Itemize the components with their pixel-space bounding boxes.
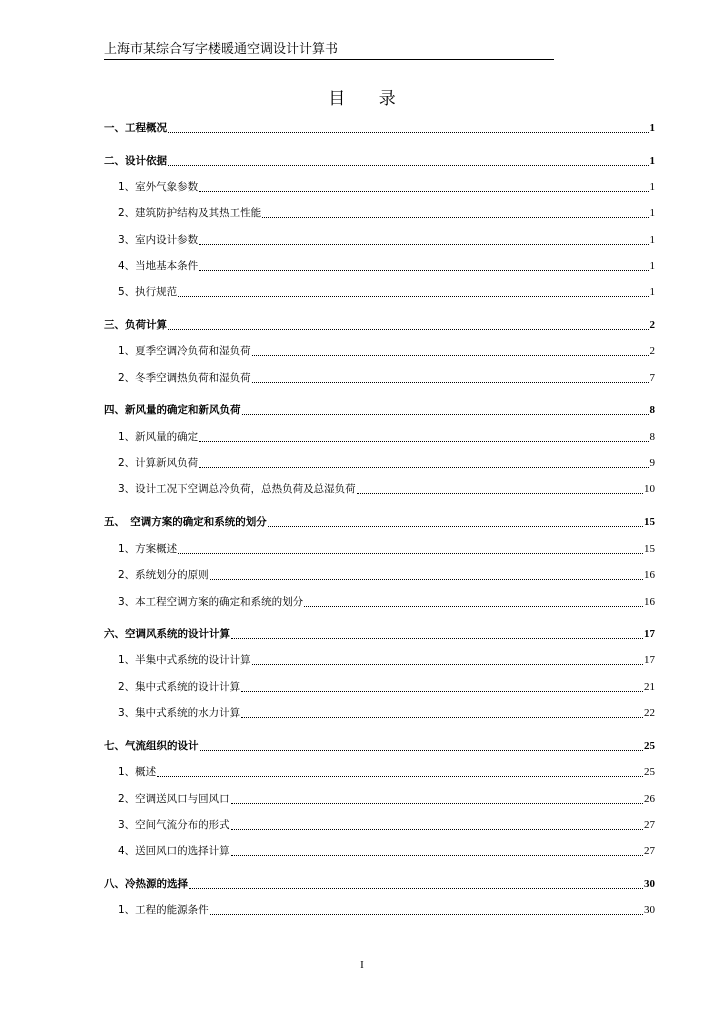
toc-entry-page: 16: [644, 596, 655, 608]
dot-leader: [199, 467, 648, 468]
dot-leader: [231, 638, 643, 639]
toc-subsection-entry[interactable]: [118, 764, 655, 780]
dot-leader: [231, 803, 643, 804]
toc-entry-label: 一、工程概况: [104, 122, 167, 134]
toc-subsection-entry[interactable]: [118, 567, 655, 583]
dot-leader: [241, 691, 643, 692]
toc-entry-label: 三、负荷计算: [104, 319, 167, 331]
dot-leader: [304, 606, 643, 607]
dot-leader: [210, 579, 643, 580]
toc-entry-label: 2、建筑防护结构及其热工性能: [118, 207, 262, 219]
dot-leader: [178, 296, 648, 297]
toc-subsection-entry[interactable]: [118, 902, 655, 918]
toc-entry-page: 26: [644, 793, 655, 805]
toc-entry-page: 15: [644, 543, 655, 555]
toc-section-entry[interactable]: [104, 402, 655, 418]
toc-entry-page: 17: [644, 654, 655, 666]
toc-entry-label: 1、夏季空调冷负荷和湿负荷: [118, 345, 251, 357]
toc-entry-label: 1、新风量的确定: [118, 431, 199, 443]
toc-entry-label: 二、设计依据: [104, 155, 167, 167]
toc-entry-label: 1、室外气象参数: [118, 181, 199, 193]
toc-entry-page: 15: [644, 516, 655, 528]
toc-subsection-entry[interactable]: [118, 481, 655, 497]
toc-subsection-entry[interactable]: [118, 284, 655, 300]
dot-leader: [200, 750, 644, 751]
dot-leader: [168, 165, 649, 166]
dot-leader: [357, 493, 643, 494]
dot-leader: [241, 717, 643, 718]
toc-subsection-entry[interactable]: [118, 843, 655, 859]
toc-entry-label: 六、空调风系统的设计计算: [104, 628, 230, 640]
toc-entry-label: 七、气流组织的设计: [104, 740, 199, 752]
page-header: 上海市某综合写字楼暖通空调设计计算书: [104, 42, 554, 60]
page-number: I: [360, 959, 364, 971]
dot-leader: [242, 414, 649, 415]
toc-entry-page: 22: [644, 707, 655, 719]
toc-entry-page: 7: [649, 372, 655, 384]
toc-section-entry[interactable]: [104, 120, 655, 136]
dot-leader: [210, 914, 643, 915]
toc-section-entry[interactable]: [104, 514, 655, 530]
toc-entry-label: 2、空调送风口与回风口: [118, 793, 230, 805]
toc-subsection-entry[interactable]: [118, 817, 655, 833]
toc-entry-label: 八、冷热源的选择: [104, 878, 188, 890]
toc-entry-label: 2、冬季空调热负荷和湿负荷: [118, 372, 251, 384]
toc-section-entry[interactable]: [104, 626, 655, 642]
toc-entry-label: 3、设计工况下空调总冷负荷，总热负荷及总湿负荷: [118, 483, 356, 495]
toc-subsection-entry[interactable]: [118, 258, 655, 274]
toc-subsection-entry[interactable]: [118, 455, 655, 471]
toc-entry-page: 27: [644, 819, 655, 831]
toc-entry-label: 4、当地基本条件: [118, 260, 199, 272]
toc-entry-page: 1: [649, 234, 655, 246]
dot-leader: [199, 191, 648, 192]
toc-section-entry[interactable]: [104, 876, 655, 892]
dot-leader: [199, 441, 648, 442]
toc-entry-page: 1: [649, 122, 655, 134]
dot-leader: [168, 329, 649, 330]
dot-leader: [252, 355, 649, 356]
toc-subsection-entry[interactable]: [118, 791, 655, 807]
toc-entry-page: 16: [644, 569, 655, 581]
toc-entry-page: 1: [649, 155, 655, 167]
toc-subsection-entry[interactable]: [118, 232, 655, 248]
toc-entry-label: 3、集中式系统的水力计算: [118, 707, 241, 719]
dot-leader: [231, 855, 643, 856]
toc-entry-page: 2: [649, 345, 655, 357]
toc-entry-page: 25: [644, 766, 655, 778]
dot-leader: [252, 382, 649, 383]
dot-leader: [168, 132, 649, 133]
toc-entry-page: 2: [649, 319, 655, 331]
toc-subsection-entry[interactable]: [118, 652, 655, 668]
toc-section-entry[interactable]: [104, 317, 655, 333]
toc-entry-label: 4、送回风口的选择计算: [118, 845, 230, 857]
toc-entry-label: 1、方案概述: [118, 543, 178, 555]
toc-entry-page: 8: [649, 431, 655, 443]
toc-entry-page: 25: [644, 740, 655, 752]
dot-leader: [199, 270, 648, 271]
toc-entry-page: 27: [644, 845, 655, 857]
toc-subsection-entry[interactable]: [118, 343, 655, 359]
toc-subsection-entry[interactable]: [118, 370, 655, 386]
toc-entry-label: 四、新风量的确定和新风负荷: [104, 404, 241, 416]
toc-subsection-entry[interactable]: [118, 679, 655, 695]
toc-section-entry[interactable]: [104, 153, 655, 169]
toc-title: 目 录: [328, 89, 410, 109]
toc-entry-page: 10: [644, 483, 655, 495]
toc-entry-label: 5、执行规范: [118, 286, 178, 298]
toc-entry-page: 1: [649, 207, 655, 219]
toc-entry-page: 17: [644, 628, 655, 640]
toc-entry-page: 30: [644, 904, 655, 916]
toc-entry-label: 3、室内设计参数: [118, 234, 199, 246]
toc-subsection-entry[interactable]: [118, 429, 655, 445]
toc-subsection-entry[interactable]: [118, 179, 655, 195]
dot-leader: [178, 553, 643, 554]
dot-leader: [262, 217, 648, 218]
dot-leader: [268, 526, 643, 527]
toc-entry-label: 3、空间气流分布的形式: [118, 819, 230, 831]
toc-subsection-entry[interactable]: [118, 594, 655, 610]
dot-leader: [157, 776, 643, 777]
toc-entry-label: 1、工程的能源条件: [118, 904, 209, 916]
toc-entry-label: 1、概述: [118, 766, 157, 778]
toc-entry-label: 2、集中式系统的设计计算: [118, 681, 241, 693]
toc-entry-page: 1: [649, 286, 655, 298]
toc-entry-page: 1: [649, 181, 655, 193]
dot-leader: [252, 664, 643, 665]
toc-subsection-entry[interactable]: [118, 541, 655, 557]
toc-entry-label: 五、 空调方案的确定和系统的划分: [104, 516, 267, 528]
toc-section-entry[interactable]: [104, 738, 655, 754]
toc-entry-page: 9: [649, 457, 655, 469]
dot-leader: [189, 888, 643, 889]
toc-entry-label: 2、系统划分的原则: [118, 569, 209, 581]
dot-leader: [199, 244, 648, 245]
dot-leader: [231, 829, 643, 830]
toc-entry-page: 30: [644, 878, 655, 890]
toc-entry-page: 8: [649, 404, 655, 416]
toc-subsection-entry[interactable]: [118, 705, 655, 721]
toc-entry-page: 1: [649, 260, 655, 272]
toc-subsection-entry[interactable]: [118, 205, 655, 221]
toc-entry-label: 2、计算新风负荷: [118, 457, 199, 469]
toc-entry-label: 1、半集中式系统的设计计算: [118, 654, 251, 666]
toc-entry-label: 3、本工程空调方案的确定和系统的划分: [118, 596, 304, 608]
toc-entry-page: 21: [644, 681, 655, 693]
